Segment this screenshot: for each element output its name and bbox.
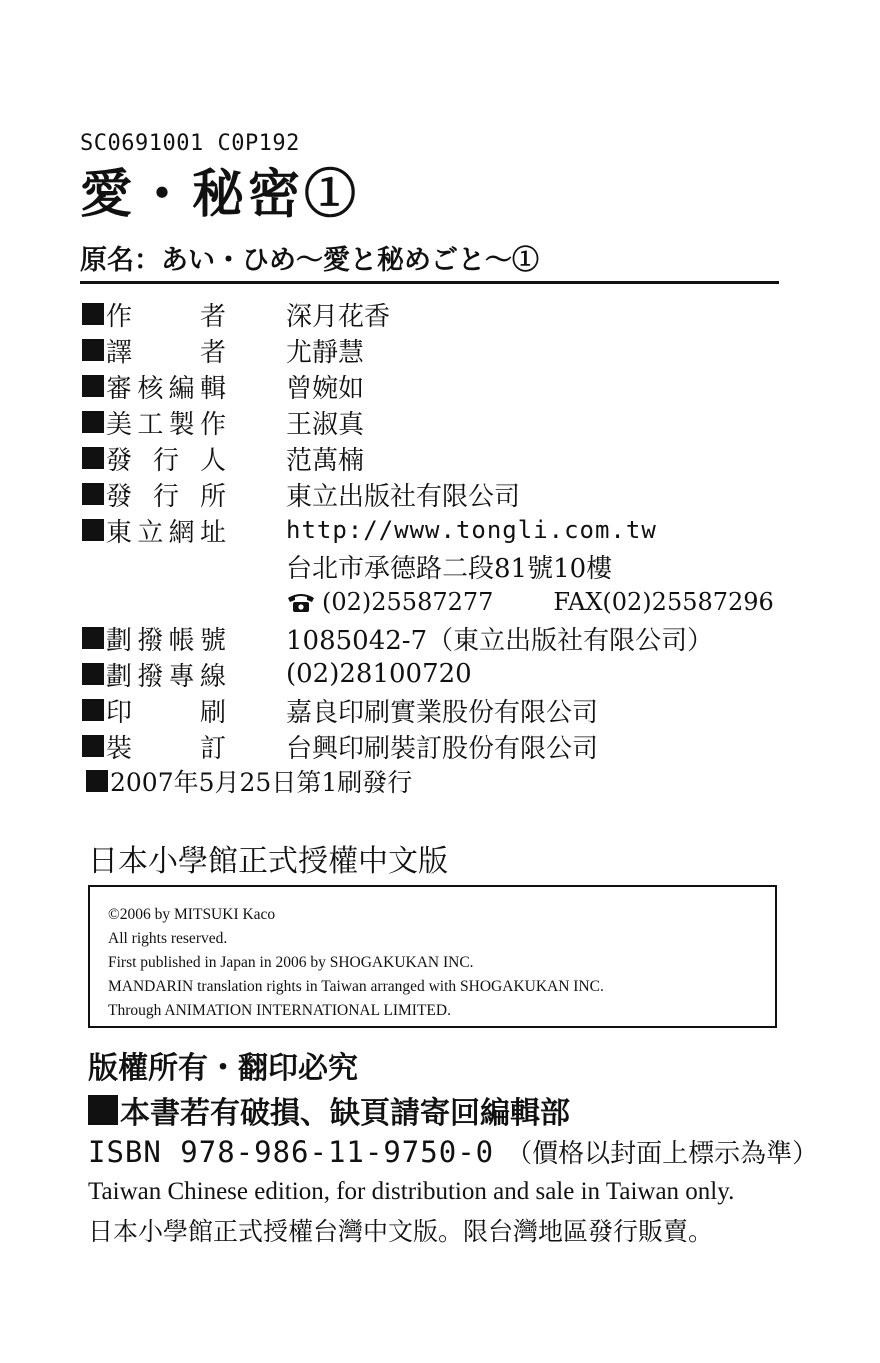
english-edition-note: Taiwan Chinese edition, for distribution and sale in Taiwan only. — [88, 1178, 735, 1205]
credit-label: 發行所 — [106, 481, 226, 512]
credit-row-binding — [82, 728, 802, 764]
website-url: http://www.tongli.com.tw — [286, 516, 657, 544]
credit-label: 譯 者 — [106, 337, 226, 368]
rights-line: All rights reserved. — [108, 930, 228, 947]
all-rights-notice: 版權所有・翻印必究 — [88, 1051, 358, 1086]
contact-row — [82, 584, 802, 620]
credit-row-postal-account — [82, 620, 802, 656]
phone-number: (02)25587277 — [322, 588, 494, 616]
product-codes: SC0691001 C0P192 — [80, 131, 300, 156]
credit-row-editor — [82, 368, 802, 404]
credit-value: 曾婉如 — [286, 373, 365, 404]
license-heading: 日本小學館正式授權中文版 — [88, 844, 448, 879]
book-title: 愛・秘密① — [80, 164, 361, 225]
credit-value: 嘉良印刷實業股份有限公司 — [286, 697, 599, 728]
black-square-icon — [82, 411, 104, 433]
title-divider — [80, 281, 779, 284]
rights-line: First published in Japan in 2006 by SHOGAKUKAN INC. — [108, 954, 474, 971]
credit-value: 范萬楠 — [286, 445, 365, 476]
credit-row-website — [82, 512, 802, 548]
credit-label: 劃撥帳號 — [106, 625, 226, 656]
black-square-icon — [82, 447, 104, 469]
black-square-icon — [82, 699, 104, 721]
credit-label: 發行人 — [106, 445, 226, 476]
credit-row-publishing-house — [82, 476, 802, 512]
rights-line: MANDARIN translation rights in Taiwan arranged with SHOGAKUKAN INC. — [108, 978, 604, 995]
credit-row-artwork — [82, 404, 802, 440]
credit-value: 台興印刷裝訂股份有限公司 — [286, 733, 599, 764]
black-square-icon — [82, 735, 104, 757]
chinese-edition-note: 日本小學館正式授權台灣中文版。限台灣地區發行販賣。 — [88, 1217, 714, 1246]
black-square-icon — [82, 519, 104, 541]
credit-row-publisher — [82, 440, 802, 476]
credits-list — [82, 296, 802, 764]
credit-value: (02)28100720 — [286, 659, 472, 689]
isbn-line — [88, 1133, 818, 1170]
copyright-line: ©2006 by MITSUKI Kaco — [108, 906, 276, 923]
fax-number: FAX(02)25587296 — [553, 588, 774, 616]
telephone-icon — [286, 591, 316, 613]
isbn-number: ISBN 978-986-11-9750-0 — [88, 1135, 495, 1169]
credit-value: 東立出版社有限公司 — [286, 481, 521, 512]
credit-label: 作 者 — [106, 301, 226, 332]
credit-value: 1085042-7（東立出版社有限公司） — [286, 625, 714, 656]
rights-box — [88, 885, 777, 1028]
rights-line: Through ANIMATION INTERNATIONAL LIMITED. — [108, 1002, 451, 1019]
credit-row-translator — [82, 332, 802, 368]
credit-row-postal-line — [82, 656, 802, 692]
credit-label: 審核編輯 — [106, 373, 226, 404]
black-square-icon — [82, 339, 104, 361]
credit-value: 王淑真 — [286, 409, 365, 440]
credit-value: 尤靜慧 — [286, 337, 365, 368]
first-print-text: 2007年5月25日第1刷發行 — [110, 768, 413, 797]
address-row — [82, 548, 802, 584]
black-square-icon — [86, 770, 108, 792]
credit-label: 美工製作 — [106, 409, 226, 440]
credit-row-author — [82, 296, 802, 332]
black-square-icon — [82, 663, 104, 685]
black-square-icon — [88, 1095, 118, 1125]
credit-row-printing — [82, 692, 802, 728]
black-square-icon — [82, 303, 104, 325]
damage-notice-text: 本書若有破損、缺頁請寄回編輯部 — [120, 1096, 570, 1131]
original-title: 原名：あい・ひめ～愛と秘めごと～① — [80, 245, 539, 276]
credit-label: 裝 訂 — [106, 733, 226, 764]
black-square-icon — [82, 375, 104, 397]
address: 台北市承德路二段81號10樓 — [286, 553, 613, 584]
black-square-icon — [82, 627, 104, 649]
damage-notice — [88, 1088, 570, 1132]
first-print-date — [86, 763, 412, 799]
credit-label: 印 刷 — [106, 697, 226, 728]
price-note: （價格以封面上標示為準） — [506, 1139, 819, 1169]
black-square-icon — [82, 483, 104, 505]
credit-label: 劃撥專線 — [106, 661, 226, 692]
credit-value: 深月花香 — [286, 301, 391, 332]
credit-label: 東立網址 — [106, 517, 226, 548]
